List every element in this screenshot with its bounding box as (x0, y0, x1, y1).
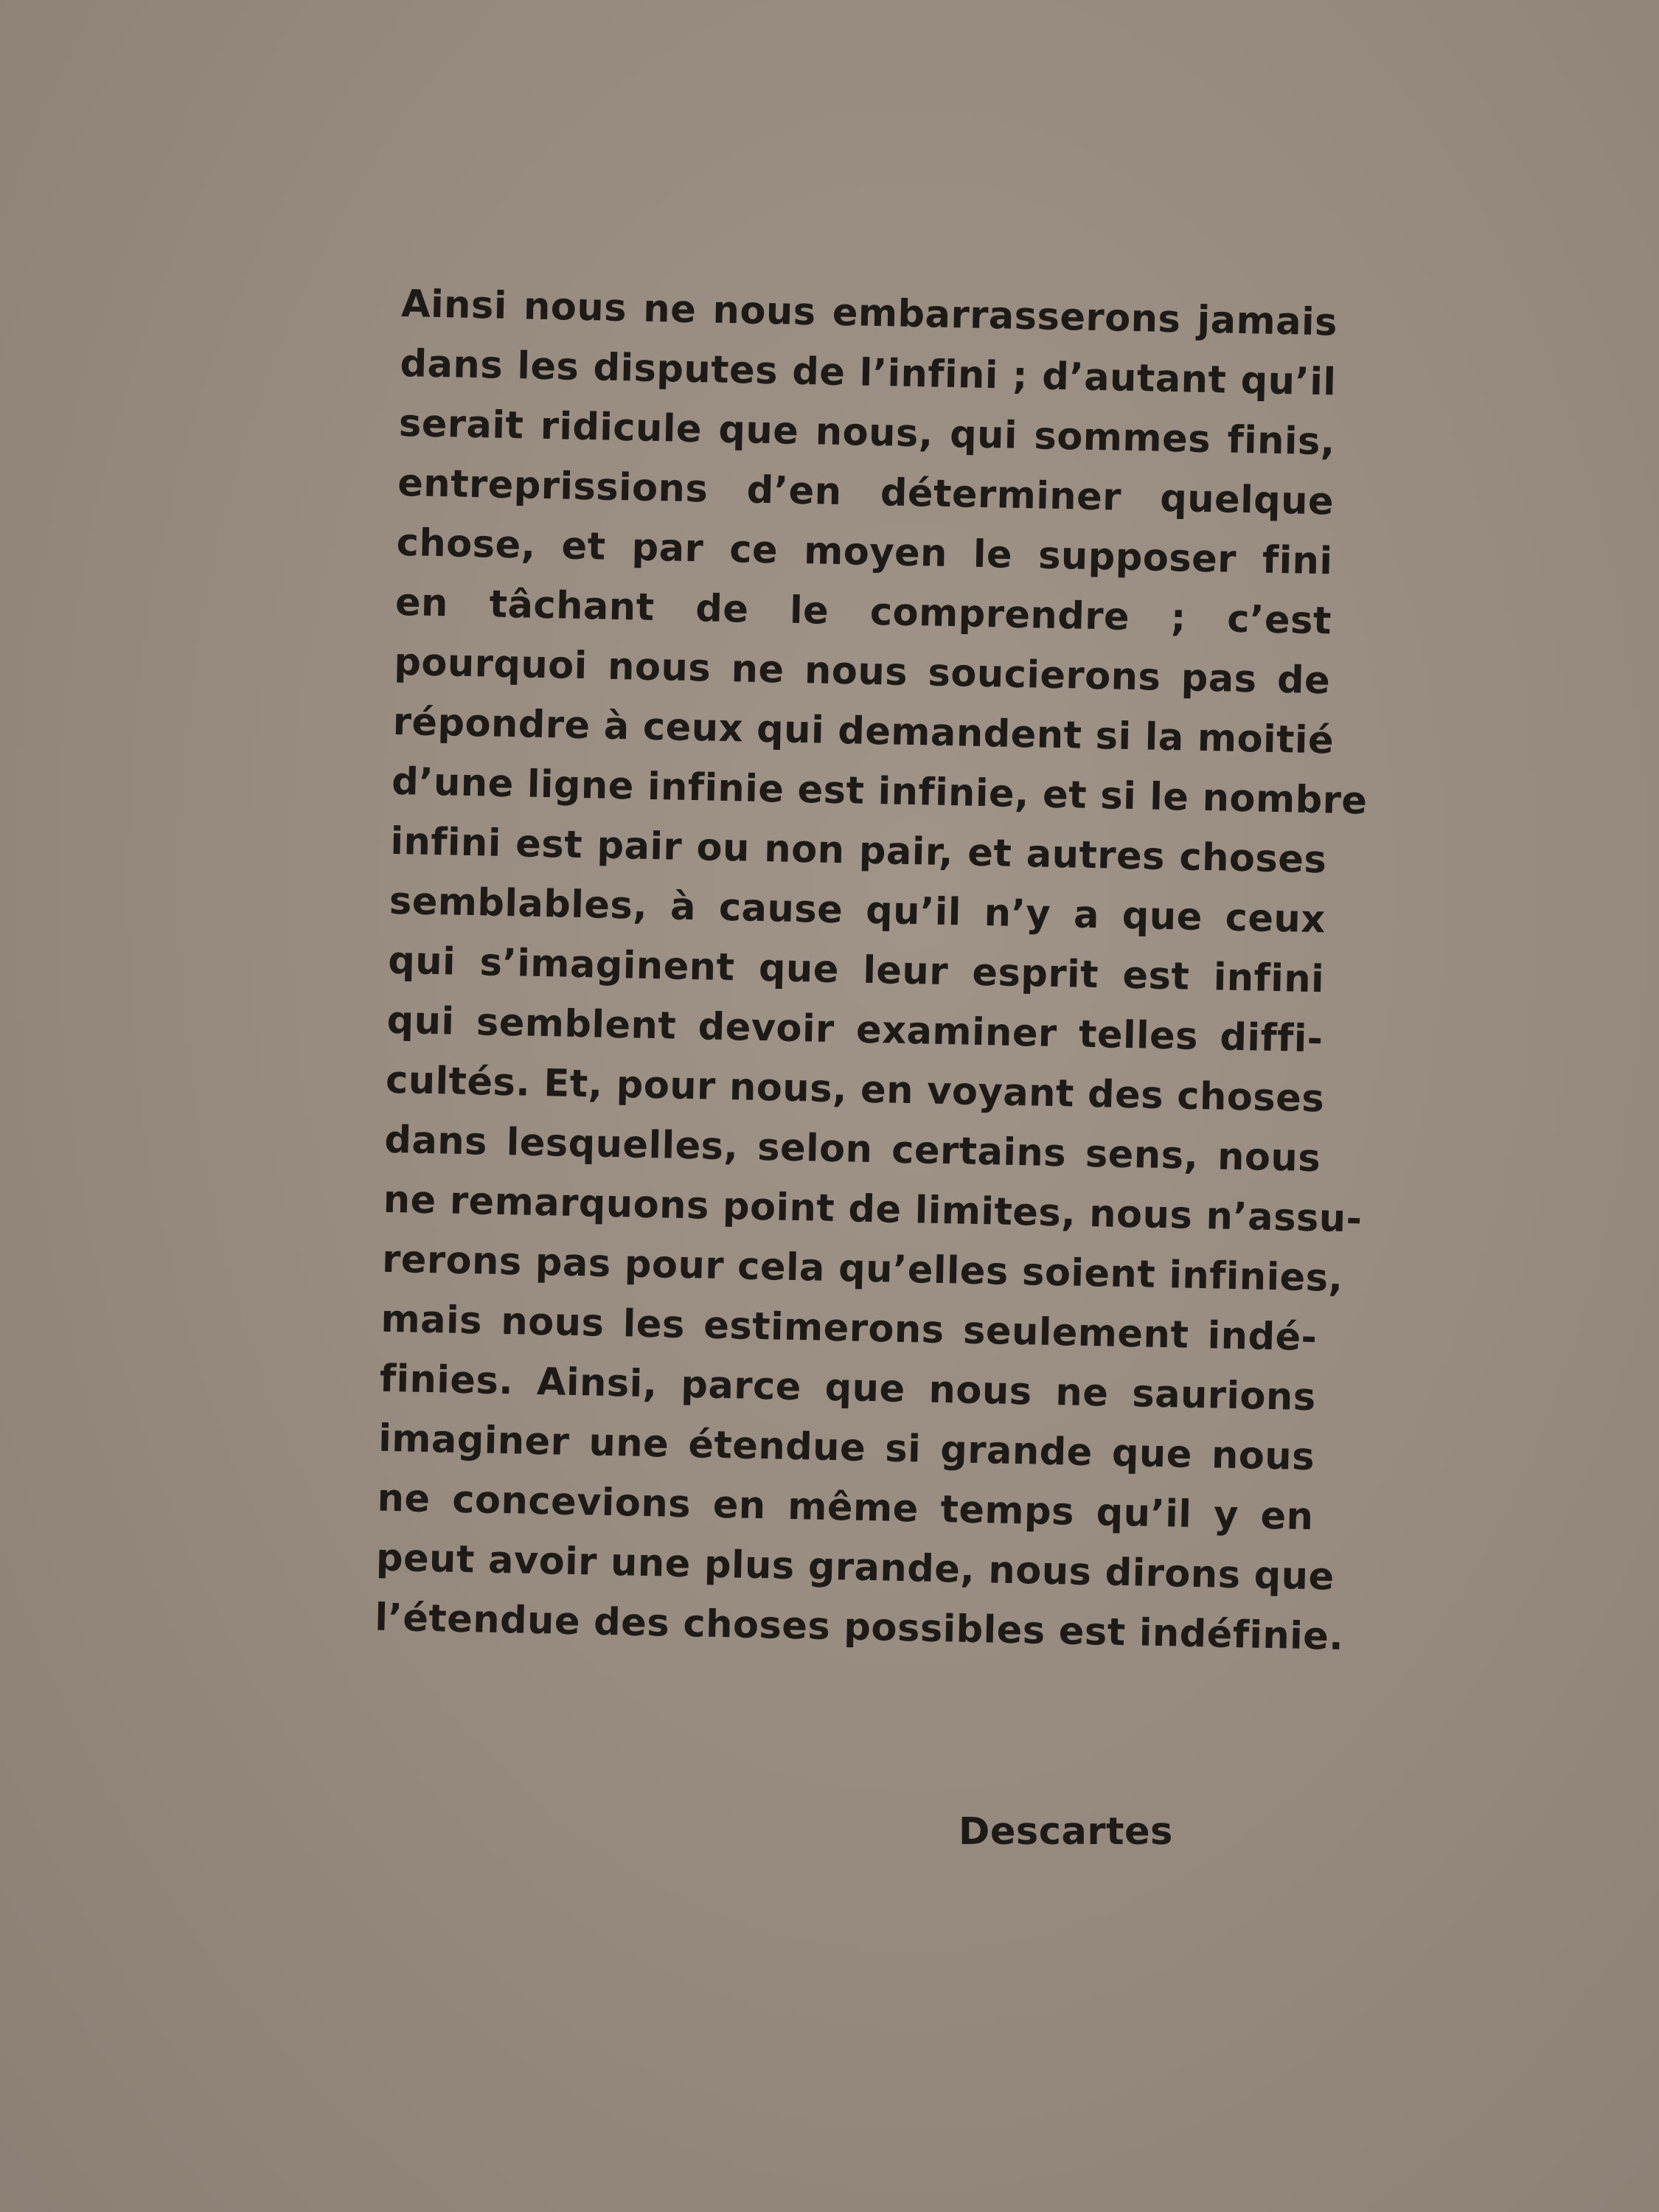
quote-line: dans les disputes de l’infini ; d’autant qu’il (399, 341, 1337, 405)
quote-line: serait ridicule que nous, qui sommes finis, (398, 401, 1336, 465)
quote-line: infini est pair ou non pair, et autres choses (389, 819, 1327, 883)
quote-line: répondre à ceux qui demandent si la moitié (392, 700, 1335, 763)
quote-line: finies. Ainsi, parce que nous ne saurions (379, 1357, 1317, 1420)
quote-text-block (374, 274, 1368, 1666)
quote-line: peut avoir une plus grande, nous dirons que (375, 1536, 1335, 1599)
quote-line: ne remarquons point de limites, nous n’assu- (383, 1178, 1363, 1242)
quote-line: Ainsi nous ne nous embarrasserons jamais (400, 282, 1338, 345)
quote-line: semblables, à cause qu’il n’y a que ceux (389, 879, 1326, 942)
quote-line: dans lesquelles, selon certains sens, nous (383, 1118, 1321, 1181)
quote-line: rerons pas pour cela qu’elles soient infinies, (381, 1237, 1344, 1301)
quote-line: l’étendue des choses possibles est indéfinie. (374, 1596, 1344, 1659)
quote-line: mais nous les estimerons seulement indé- (380, 1297, 1318, 1360)
quote-line: pourquoi nous ne nous soucierons pas de (393, 640, 1331, 703)
quote-line: qui s’imaginent que leur esprit est infini (387, 939, 1325, 1002)
author-attribution: Descartes (959, 1810, 1173, 1854)
quote-line: chose, et par ce moyen le supposer fini (396, 521, 1334, 584)
quote-line: entreprissions d’en déterminer quelque (397, 461, 1335, 524)
quote-line: cultés. Et, pour nous, en voyant des choses (385, 1058, 1325, 1121)
quote-line: ne concevions en même temps qu’il y en (377, 1476, 1315, 1540)
quote-line: imaginer une étendue si grande que nous (378, 1416, 1315, 1480)
quote-line: d’une ligne infinie est infinie, et si le nombre (391, 759, 1368, 824)
quote-line: en tâchant de le comprendre ; c’est (394, 580, 1332, 644)
quote-line: qui semblent devoir examiner telles diffi- (386, 998, 1324, 1062)
